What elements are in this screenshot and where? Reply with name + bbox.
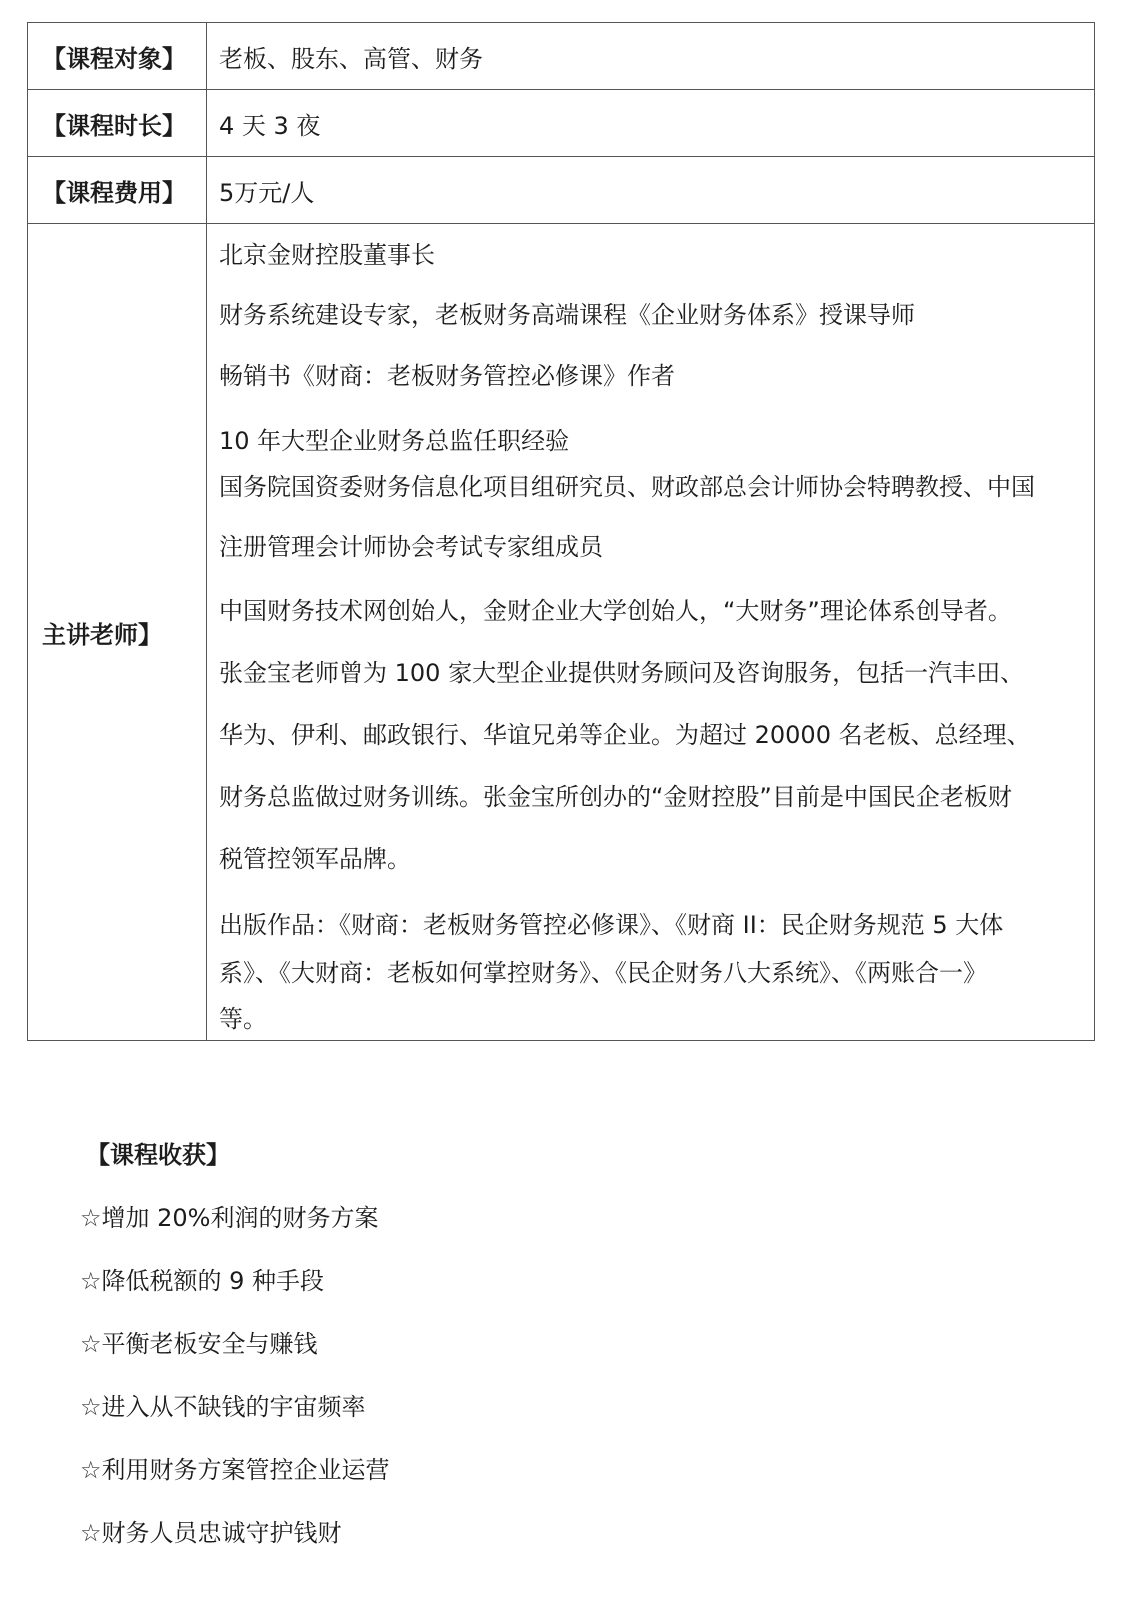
- teacher-bio-line: 畅销书《财商：老板财务管控必修课》作者: [219, 362, 675, 390]
- benefit-text: 利用财务方案管控企业运营: [101, 1456, 390, 1484]
- lead-teacher-label: 主讲老师】: [28, 224, 207, 1041]
- course-duration-label: 【课程时长】: [28, 90, 207, 157]
- row-course-audience: [28, 23, 1095, 90]
- teacher-bio-line: 北京金财控股董事长: [219, 241, 435, 269]
- course-benefits-title: 【课程收获】: [86, 1141, 230, 1169]
- benefit-text: 增加 20%利润的财务方案: [101, 1204, 379, 1232]
- benefit-text: 平衡老板安全与赚钱: [101, 1330, 318, 1358]
- star-icon: ☆: [80, 1330, 102, 1358]
- star-icon: ☆: [80, 1267, 102, 1295]
- teacher-bio-line: 注册管理会计师协会考试专家组成员: [219, 533, 603, 561]
- benefit-item: [80, 1325, 1080, 1363]
- teacher-bio-line: 等。: [219, 1005, 267, 1033]
- course-info-table: [27, 22, 1095, 1041]
- row-course-fee: [28, 157, 1095, 224]
- star-icon: ☆: [80, 1456, 102, 1484]
- lead-teacher-bio: [207, 224, 1095, 1041]
- teacher-bio-line: 财务系统建设专家，老板财务高端课程《企业财务体系》授课导师: [219, 301, 915, 329]
- teacher-bio-line: 华为、伊利、邮政银行、华谊兄弟等企业。为超过 20000 名老板、总经理、: [219, 721, 1031, 749]
- benefit-text: 进入从不缺钱的宇宙频率: [101, 1393, 366, 1421]
- benefit-text: 降低税额的 9 种手段: [101, 1267, 325, 1295]
- row-lead-teacher: [28, 224, 1095, 1041]
- course-fee-label: 【课程费用】: [28, 157, 207, 224]
- benefit-item: [80, 1388, 1080, 1426]
- star-icon: ☆: [80, 1519, 102, 1547]
- benefit-item: [80, 1514, 1080, 1552]
- course-fee-value: 5万元/人: [207, 157, 1095, 224]
- teacher-bio-line: 出版作品：《财商：老板财务管控必修课》、《财商 II：民企财务规范 5 大体: [219, 911, 1004, 939]
- teacher-bio-line: 税管控领军品牌。: [219, 845, 411, 873]
- course-audience-value: 老板、股东、高管、财务: [207, 23, 1095, 90]
- row-course-duration: [28, 90, 1095, 157]
- course-audience-label: 【课程对象】: [28, 23, 207, 90]
- benefit-item: [80, 1262, 1080, 1300]
- course-duration-value: 4 天 3 夜: [207, 90, 1095, 157]
- teacher-bio-line: 10 年大型企业财务总监任职经验: [219, 427, 570, 455]
- benefit-item: [80, 1451, 1080, 1489]
- course-benefits-section: [80, 1136, 1080, 1552]
- teacher-bio-line: 国务院国资委财务信息化项目组研究员、财政部总会计师协会特聘教授、中国: [219, 473, 1035, 501]
- teacher-bio-line: 张金宝老师曾为 100 家大型企业提供财务顾问及咨询服务，包括一汽丰田、: [219, 659, 1025, 687]
- teacher-bio-line: 系》、《大财商：老板如何掌控财务》、《民企财务八大系统》、《两账合一》: [219, 959, 987, 987]
- benefit-item: [80, 1199, 1080, 1237]
- teacher-bio-line: 中国财务技术网创始人，金财企业大学创始人，“大财务”理论体系创导者。: [219, 597, 1012, 625]
- teacher-bio-line: 财务总监做过财务训练。张金宝所创办的“金财控股”目前是中国民企老板财: [219, 783, 1012, 811]
- star-icon: ☆: [80, 1393, 102, 1421]
- star-icon: ☆: [80, 1204, 102, 1232]
- benefit-text: 财务人员忠诚守护钱财: [101, 1519, 342, 1547]
- course-benefits-list: [80, 1199, 1080, 1552]
